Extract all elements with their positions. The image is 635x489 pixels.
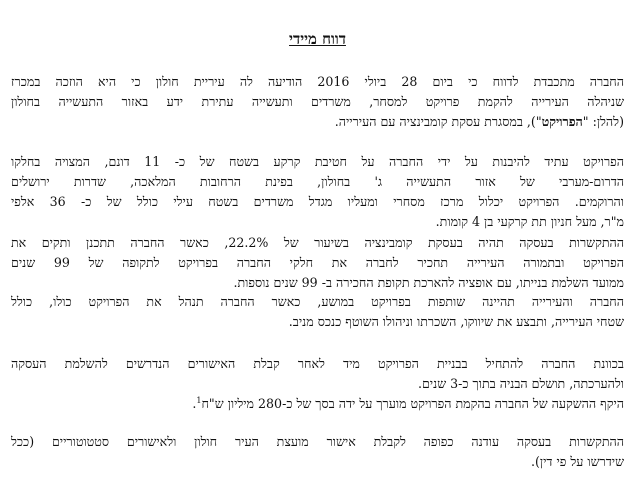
- paragraph-line: הפרויקט עתיד להיבנות על ידי החברה על חטיבת קרקע בשטח של כ- 11 דונם, המצויה בחלקו: [11, 154, 624, 169]
- paragraph-line: שניהלה העירייה להקמת פרויקט למסחר, משרדים ותעשייה עתירת ידע באזור התעשייה בחולון: [11, 94, 624, 109]
- paragraph-partnership: [11, 292, 624, 332]
- paragraph-line: מ"ר, מעל חניון תת קרקעי בן 4 קומות.: [435, 214, 624, 229]
- paragraph-line: שטחי העירייה, ותבצע את שיווקו, השכרתו וניהולו השוטף כנכס מניב.: [288, 314, 624, 329]
- paragraph-combination-deal: [11, 233, 624, 293]
- paragraph-line: החברה מתכבדת לדווח כי ביום 28 ביולי 2016 הודיעה לה עיריית חולון כי היא הוזכה במכרז: [11, 74, 624, 89]
- document-title: דווח מיידי: [289, 30, 346, 48]
- paragraph-line: (להלן: "הפרויקט"), במסגרת עסקת קומבינציה עם העירייה.: [334, 114, 624, 129]
- defined-term: הפרויקט: [541, 114, 583, 129]
- paragraph-line: הדרום-מערבי של אזור התעשייה ג' בחולון, בפינת הרחובות המלאכה, שדרות ירושלים: [11, 174, 624, 189]
- footnote-mark[interactable]: 1: [196, 395, 202, 405]
- paragraph-construction-schedule: [11, 354, 624, 414]
- paragraph-line: והרוקמים. הפרויקט יכלול מרכז מסחרי ומעליו מגדל משרדים בשטח עילי כולל של כ- 36 אלפי: [11, 194, 624, 209]
- paragraph-approval-condition: [11, 432, 624, 472]
- paragraph-line: ממועד השלמת בנייתו, עם אופציה להארכת תקופת החכירה ב- 99 שנים נוספות.: [233, 275, 624, 290]
- paragraph-line: ההתקשרות בעסקה עודנה כפופה לקבלת אישור מועצת העיר חולון ולאישורים סטטוטוריים (ככל: [11, 434, 624, 449]
- paragraph-line-with-footnote: היקף ההשקעה של החברה בהקמת הפרויקט מוערך על ידה בסך של כ-280 מיליון ש"ח$^1$.: [192, 395, 624, 411]
- paragraph-line: שידרשו על פי דין).: [530, 454, 624, 469]
- paragraph-line: ולהערכתה, תושלם הבניה בתוך כ-3 שנים.: [417, 376, 624, 391]
- investment-amount-text: היקף ההשקעה של החברה בהקמת הפרויקט מוערך על ידה בסך של כ-280 מיליון ש"ח: [201, 396, 624, 411]
- paragraph-line: ההתקשרות בעסקה תהיה בעסקת קומבינציה בשיעור של 22.2%, כאשר החברה תתכנן ותקים את: [11, 235, 624, 250]
- paragraph-line: החברה והעירייה תהיינה שותפות בפרויקט במושע, כאשר החברה תנהל את הפרויקט כולו, כולל: [11, 294, 624, 309]
- paragraph-line: בכוונת החברה להתחיל בבניית הפרויקט מיד לאחר קבלת האישורים הנדרשים להשלמת העסקה: [11, 356, 624, 371]
- paragraph-line: הפרויקט ובתמורה העירייה תחכיר לחברה את חלקי החברה בפרויקט לתקופה של 99 שנים: [11, 255, 624, 270]
- paragraph-project-description: [11, 152, 624, 232]
- paragraph-tender-announcement: [11, 72, 624, 132]
